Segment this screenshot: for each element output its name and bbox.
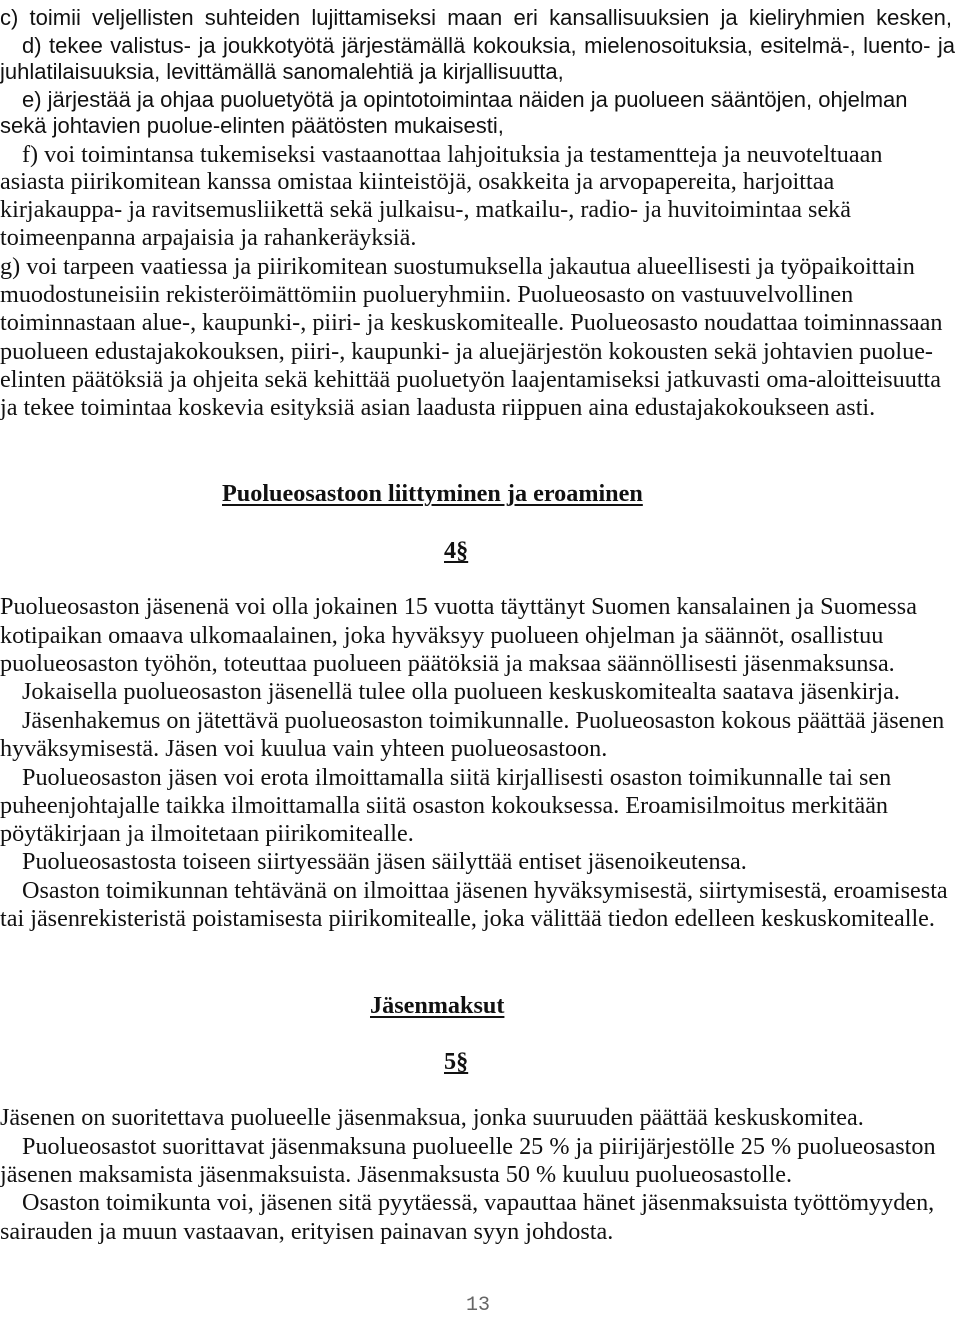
paragraph-line: Osaston toimikunta voi, jäsenen sitä pyytäessä, vapauttaa hänet jäsenmaksuista työttömyyden, (22, 1189, 935, 1216)
paragraph-line: puheenjohtajalle taikka ilmoittamalla siitä osaston kokouksessa. Eroamisilmoitus merkitään (0, 792, 889, 819)
page-number: 13 (466, 1294, 491, 1317)
list-item-line: c) toimii veljellisten suhteiden lujittamiseksi maan eri kansallisuuksien ja kieliryhmien kesken, (0, 5, 952, 30)
paragraph-line: Puolueosaston jäsen voi erota ilmoittamalla siitä kirjallisesti osaston toimikunnalle tai sen (22, 764, 892, 791)
section-heading: Puolueosastoon liittyminen ja eroaminen (222, 480, 643, 507)
paragraph-line: puolueosaston työhön, toteuttaa puolueen päätöksiä ja maksaa säännöllisesti jäsenmaksunsa. (0, 650, 895, 677)
list-item-line: kirjakauppa- ja ravitsemusliikettä sekä julkaisu-, matkailu-, radio- ja huvitoimintaa sekä (0, 196, 852, 223)
paragraph-line: sairauden ja muun vastaavan, erityisen painavan syyn johdosta. (0, 1218, 614, 1245)
list-item-line: ja tekee toimintaa koskevia esityksiä asian laadusta riippuen aina edustajakokoukseen asti. (0, 394, 876, 421)
paragraph-line: Puolueosaston jäsenenä voi olla jokainen 15 vuotta täyttänyt Suomen kansalainen ja Suomessa (0, 593, 917, 620)
paragraph-line: Jäsenen on suoritettava puolueelle jäsenmaksua, jonka suuruuden päättää keskuskomitea. (0, 1104, 864, 1131)
section-number: 5§ (444, 1048, 469, 1075)
list-item-line: elinten päätöksiä ja ohjeita sekä kehittää puoluetyön laajentamiseksi jatkuvasti oma-aloitteisuutta (0, 366, 942, 393)
section-heading: Jäsenmaksut (370, 992, 505, 1019)
paragraph-line: Puolueosastosta toiseen siirtyessään jäsen säilyttää entiset jäsenoikeutensa. (22, 848, 747, 875)
paragraph-line: Osaston toimikunnan tehtävänä on ilmoittaa jäsenen hyväksymisestä, siirtymisestä, eroamisesta (22, 877, 948, 904)
list-item-line: sekä johtavien puolue-elinten päätösten mukaisesti, (0, 113, 504, 138)
list-item-line: toimeenpanna arpajaisia ja rahankeräyksiä. (0, 224, 417, 251)
list-item-line: g) voi tarpeen vaatiessa ja piirikomitean suostumuksella jakautua alueellisesti ja työpaikoittain (0, 253, 915, 280)
paragraph-line: tai jäsenrekisteristä poistamisesta piirikomitealle, joka välittää tiedon edelleen keskuskomitealle. (0, 905, 935, 932)
list-item-line: juhlatilaisuuksia, levittämällä sanomalehtiä ja kirjallisuutta, (0, 59, 564, 84)
list-item-line: toiminnastaan alue-, kaupunki-, piiri- ja keskuskomitealle. Puolueosasto noudattaa toiminnassaan (0, 309, 943, 336)
list-item-line: f) voi toimintansa tukemiseksi vastaanottaa lahjoituksia ja testamentteja ja neuvoteltuaan (22, 141, 883, 168)
paragraph-line: jäsenen maksamista jäsenmaksuista. Jäsenmaksusta 50 % kuuluu puolueosastolle. (0, 1161, 792, 1188)
list-item-line: asiasta piirikomitean kanssa omistaa kiinteistöjä, osakkeita ja arvopapereita, harjoittaa (0, 168, 835, 195)
paragraph-line: Jokaisella puolueosaston jäsenellä tulee olla puolueen keskuskomitealta saatava jäsenkirja. (22, 678, 900, 705)
list-item-line: d) tekee valistus- ja joukkotyötä järjestämällä kokouksia, mielenosoituksia, esitelmä-, luento- ja (22, 33, 955, 58)
paragraph-line: pöytäkirjaan ja ilmoitetaan piirikomitealle. (0, 820, 414, 847)
list-item-line: puolueen edustajakokouksen, piiri-, kaupunki- ja aluejärjestön kokousten sekä johtavien puolue- (0, 338, 933, 365)
list-item-line: e) järjestää ja ohjaa puoluetyötä ja opintotoimintaa näiden ja puolueen sääntöjen, ohjelman (22, 87, 908, 112)
paragraph-line: kotipaikan omaava ulkomaalainen, joka hyväksyy puolueen ohjelman ja säännöt, osallistuu (0, 622, 884, 649)
list-item-line: muodostuneisiin rekisteröimättömiin puolueryhmiin. Puolueosasto on vastuuvelvollinen (0, 281, 854, 308)
section-number: 4§ (444, 537, 469, 564)
paragraph-line: Jäsenhakemus on jätettävä puolueosaston toimikunnalle. Puolueosaston kokous päättää jäsenen (22, 707, 945, 734)
paragraph-line: hyväksymisestä. Jäsen voi kuulua vain yhteen puolueosastoon. (0, 735, 608, 762)
paragraph-line: Puolueosastot suorittavat jäsenmaksuna puolueelle 25 % ja piirijärjestölle 25 % puolueosaston (22, 1133, 936, 1160)
